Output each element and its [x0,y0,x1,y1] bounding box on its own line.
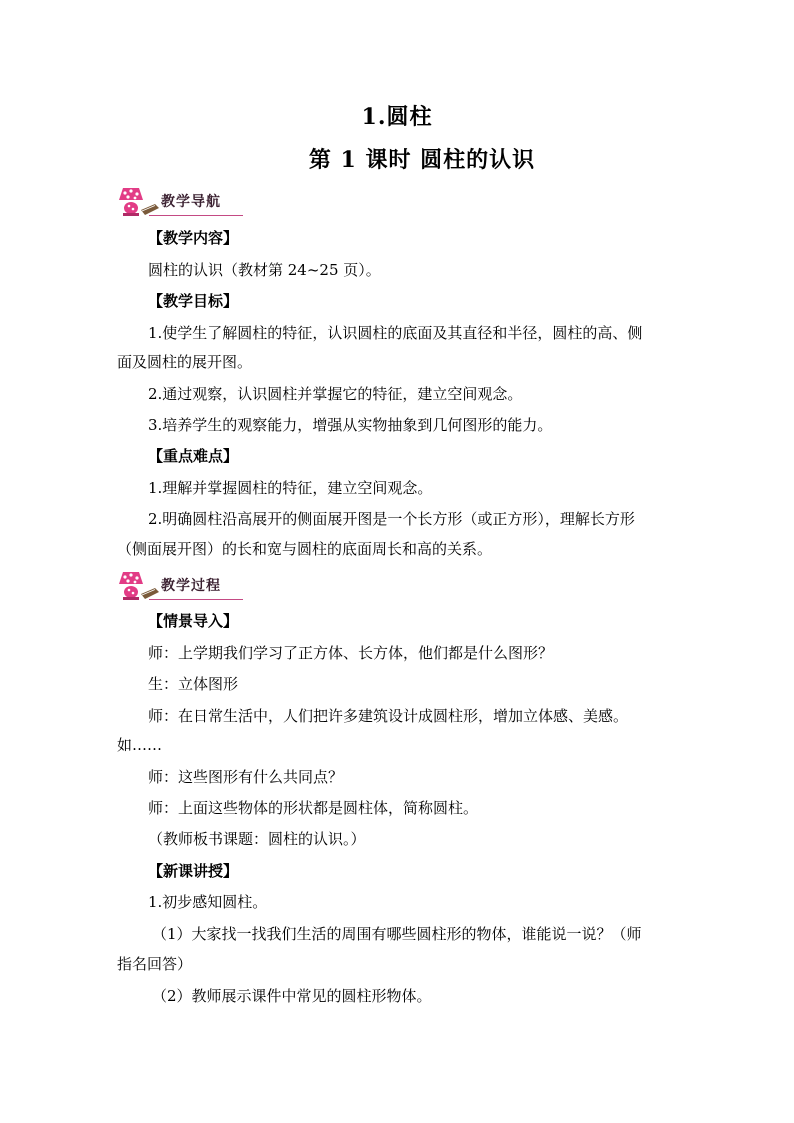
section-banner-nav [117,184,243,220]
key-2-line-1: 2.明确圆柱沿高展开的侧面展开图是一个长方形（或正方形），理解长方形 [148,510,635,528]
section-banner-process [117,568,243,604]
goals-heading: 【教学目标】 [148,292,239,310]
goal-1-line-1: 1.使学生了解圆柱的特征，认识圆柱的底面及其直径和半径，圆柱的高、侧 [148,324,643,342]
dialogue-5: 师：上面这些物体的形状都是圆柱体，简称圆柱。 [148,799,479,817]
new-lesson-heading: 【新课讲授】 [148,862,239,880]
step-1-2: （2）教师展示课件中常见的圆柱形物体。 [152,987,432,1005]
dialogue-2: 生：立体图形 [148,675,239,693]
key-2-line-2: （侧面展开图）的长和宽与圆柱的底面周长和高的关系。 [117,540,493,558]
keys-heading: 【重点难点】 [148,447,239,465]
goal-2: 2.通过观察，认识圆柱并掌握它的特征，建立空间观念。 [148,385,523,403]
goal-1-line-2: 面及圆柱的展开图。 [117,353,253,371]
content-heading: 【教学内容】 [148,229,239,247]
dialogue-3-line-2: 如…… [117,736,163,754]
content-text: 圆柱的认识（教材第 24~25 页）。 [148,261,381,279]
banner-underline [149,215,243,216]
step-1: 1.初步感知圆柱。 [148,893,268,911]
lamp-book-icon [117,184,161,218]
step-1-1-line-2: 指名回答） [117,955,193,973]
step-1-1-line-1: （1）大家找一找我们生活的周围有哪些圆柱形的物体，谁能说一说？（师 [152,925,642,943]
banner-label: 教学导航 [161,194,221,210]
lesson-title: 1.圆柱 [361,104,433,130]
dialogue-4: 师：这些图形有什么共同点？ [148,768,344,786]
goal-3: 3.培养学生的观察能力，增强从实物抽象到几何图形的能力。 [148,416,553,434]
board-note: （教师板书课题：圆柱的认识。） [148,830,366,848]
intro-heading: 【情景导入】 [148,612,239,630]
dialogue-1: 师：上学期我们学习了正方体、长方体，他们都是什么图形？ [148,644,554,662]
dialogue-3-line-1: 师：在日常生活中，人们把许多建筑设计成圆柱形，增加立体感、美感。 [148,707,629,725]
lamp-book-icon [117,568,161,602]
banner-label: 教学过程 [161,578,221,594]
lesson-subtitle: 第 1 课时 圆柱的认识 [308,147,536,173]
key-1: 1.理解并掌握圆柱的特征，建立空间观念。 [148,479,433,497]
banner-underline [149,599,243,600]
